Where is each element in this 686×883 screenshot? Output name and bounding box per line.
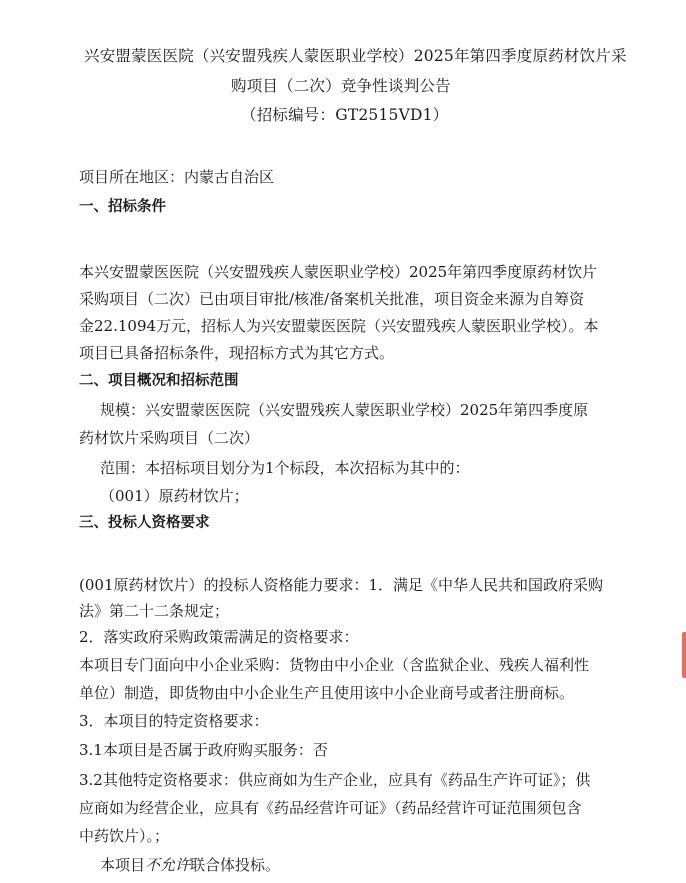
paragraph-line: 采购项目（二次）已由项目审批/核准/备案机关批准，项目资金来源为自筹资 <box>79 290 585 308</box>
section-heading-tender-conditions: 一、招标条件 <box>79 199 166 215</box>
paragraph-line: 本兴安盟蒙医医院（兴安盟残疾人蒙医职业学校）2025年第四季度原药材饮片 <box>79 263 598 281</box>
paragraph-line: 规模：兴安盟蒙医医院（兴安盟残疾人蒙医职业学校）2025年第四季度原 <box>100 401 589 419</box>
tender-number: （招标编号：GT2515VD1） <box>241 106 449 124</box>
paragraph-line: (001原药材饮片）的投标人资格能力要求：1．满足《中华人民共和国政府采购 <box>79 576 604 594</box>
section-heading-project-overview: 二、项目概况和招标范围 <box>79 373 239 389</box>
paragraph-line: 范围：本招标项目划分为1个标段，本次招标为其中的： <box>100 459 470 477</box>
paragraph-line: 3.1本项目是否属于政府购买服务：否 <box>79 741 328 759</box>
scan-edge-mark <box>682 632 686 678</box>
paragraph-line: 金22.1094万元，招标人为兴安盟蒙医医院（兴安盟残疾人蒙医职业学校）。本 <box>79 317 599 335</box>
paragraph-line: 法》第二十二条规定； <box>79 602 230 620</box>
joint-bid-not-allowed: 不允许 <box>145 856 191 874</box>
paragraph-line: 2．落实政府采购政策需满足的资格要求： <box>79 628 359 646</box>
paragraph-line: 单位）制造，即货物由中小企业生产且使用该中小企业商号或者注册商标。 <box>79 684 575 702</box>
paragraph-line: 3.2其他特定资格要求：供应商如为生产企业，应具有《药品生产许可证》；供 <box>79 771 591 789</box>
paragraph-line: 药材饮片采购项目（二次） <box>79 429 260 447</box>
paragraph-line: 3．本项目的特定资格要求： <box>79 712 269 730</box>
joint-bid-prefix: 本项目 <box>100 856 146 874</box>
joint-bid-statement <box>100 855 280 875</box>
paragraph-line: 本项目专门面向中小企业采购：货物由中小企业（含监狱企业、残疾人福利性 <box>79 656 590 674</box>
paragraph-line: 应商如为经营企业，应具有《药品经营许可证》（药品经营许可证范围须包含 <box>79 799 582 817</box>
project-region: 项目所在地区：内蒙古自治区 <box>79 168 275 186</box>
document-title-line-1: 兴安盟蒙医医院（兴安盟残疾人蒙医职业学校）2025年第四季度原药材饮片采 <box>84 47 627 65</box>
document-title-line-2: 购项目（二次）竞争性谈判公告 <box>231 77 451 95</box>
joint-bid-suffix: 联合体投标。 <box>190 856 281 874</box>
section-heading-bidder-qualifications: 三、投标人资格要求 <box>79 515 210 531</box>
paragraph-line: 中药饮片）。； <box>79 827 170 845</box>
paragraph-line: 项目已具备招标条件，现招标方式为其它方式。 <box>79 344 395 362</box>
paragraph-line: （001）原药材饮片； <box>100 487 249 505</box>
